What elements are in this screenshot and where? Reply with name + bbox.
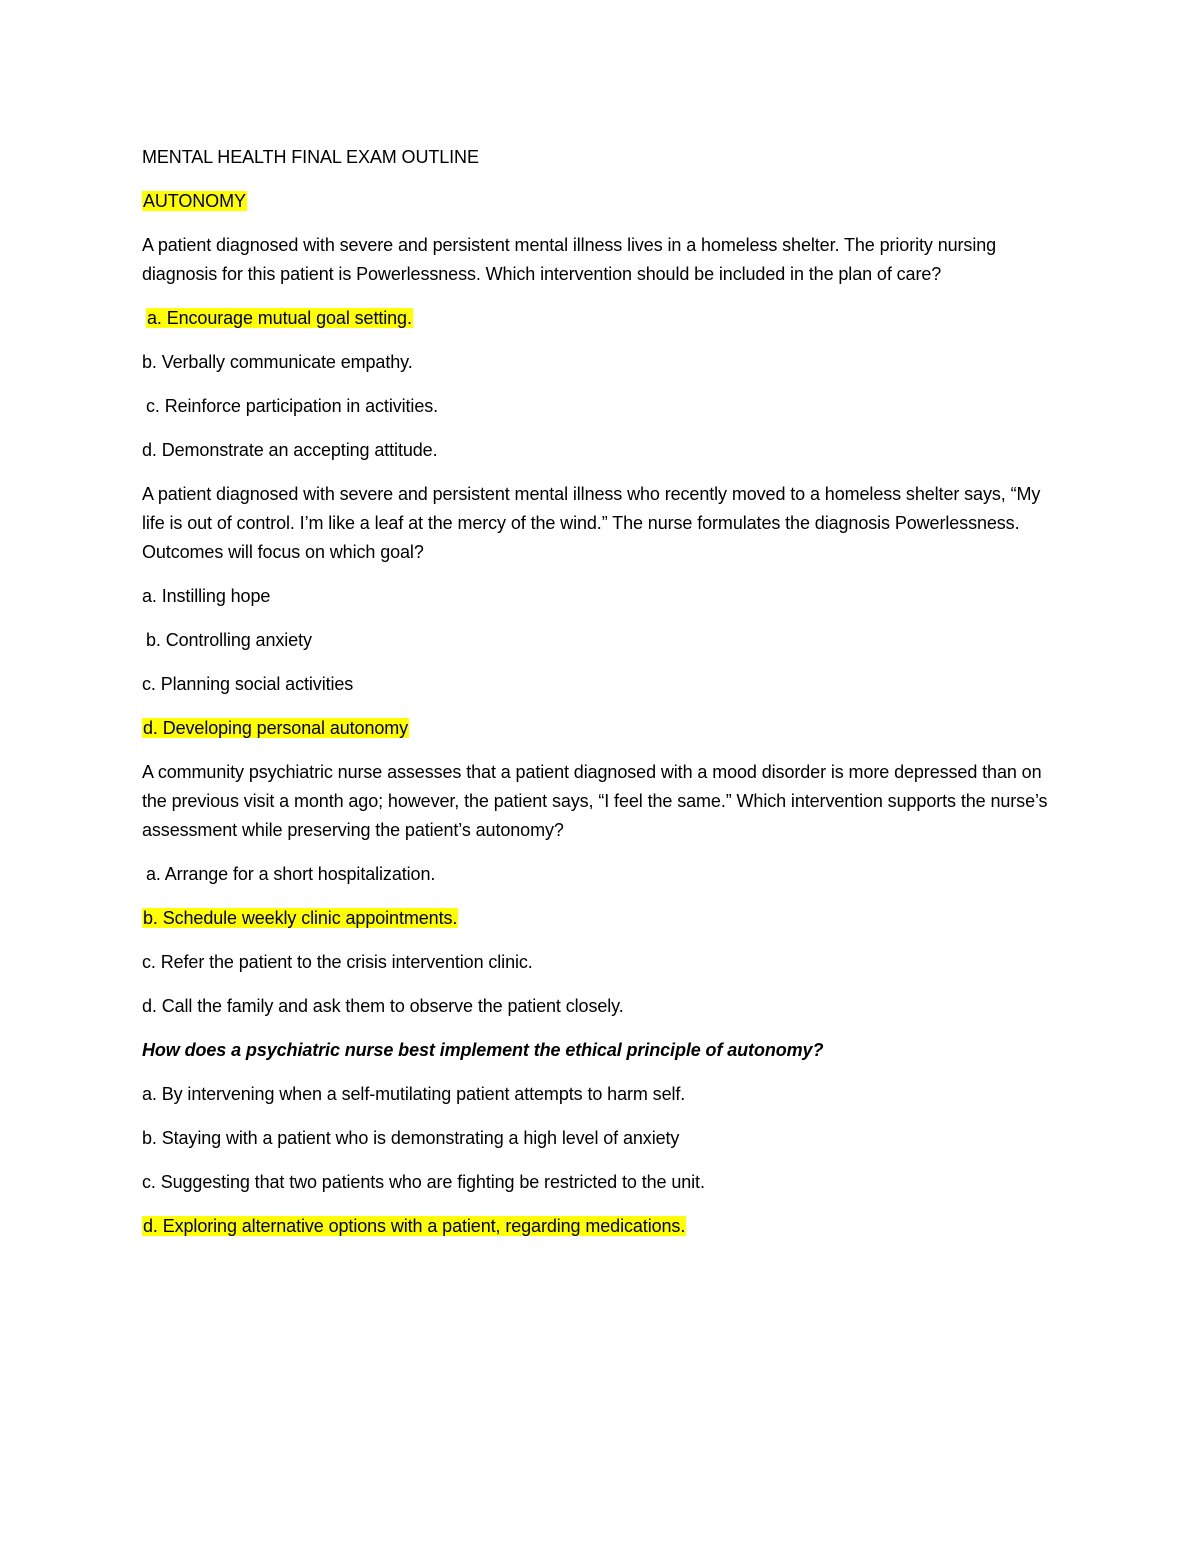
answer-option: d. Demonstrate an accepting attitude. <box>142 440 438 460</box>
question-stem: A community psychiatric nurse assesses that a patient diagnosed with a mood disorder is more depressed than on the previous visit a month ago; however, the patient says, “I feel the same.” Which intervention supports the nurse’s assessment while preserving the patient’s autonomy? <box>142 762 1048 840</box>
answer-option <box>142 714 1062 743</box>
question-stem: How does a psychiatric nurse best implement the ethical principle of autonomy? <box>142 1040 824 1060</box>
answer-option: a. Arrange for a short hospitalization. <box>146 864 436 884</box>
answer-option: c. Refer the patient to the crisis intervention clinic. <box>142 952 533 972</box>
correct-answer-highlight: a. Encourage mutual goal setting. <box>147 308 412 328</box>
correct-answer-highlight: d. Exploring alternative options with a patient, regarding medications. <box>143 1216 686 1236</box>
section-heading-text: AUTONOMY <box>143 191 246 211</box>
document-title: MENTAL HEALTH FINAL EXAM OUTLINE <box>142 147 479 167</box>
answer-option: c. Planning social activities <box>142 674 354 694</box>
answer-option: c. Suggesting that two patients who are fighting be restricted to the unit. <box>142 1172 705 1192</box>
answer-option <box>142 904 1062 933</box>
section-heading <box>142 187 1062 216</box>
answer-option: c. Reinforce participation in activities. <box>146 396 439 416</box>
answer-option: d. Call the family and ask them to observe the patient closely. <box>142 996 624 1016</box>
question-stem: A patient diagnosed with severe and persistent mental illness lives in a homeless shelter. The priority nursing diagnosis for this patient is Powerlessness. Which intervention should be included in the plan of care? <box>142 235 997 284</box>
correct-answer-highlight: b. Schedule weekly clinic appointments. <box>143 908 458 928</box>
answer-option: b. Staying with a patient who is demonstrating a high level of anxiety <box>142 1128 680 1148</box>
answer-option: b. Verbally communicate empathy. <box>142 352 413 372</box>
question-stem: A patient diagnosed with severe and persistent mental illness who recently moved to a homeless shelter says, “My life is out of control. I’m like a leaf at the mercy of the wind.” The nurse formulates the diagnosis Powerlessness. Outcomes will focus on which goal? <box>142 484 1041 562</box>
answer-option <box>142 1212 1062 1241</box>
correct-answer-highlight: d. Developing personal autonomy <box>143 718 409 738</box>
answer-option: a. Instilling hope <box>142 586 271 606</box>
document-content <box>142 143 1062 1256</box>
answer-option <box>142 304 1062 333</box>
answer-option: a. By intervening when a self-mutilating patient attempts to harm self. <box>142 1084 686 1104</box>
answer-option: b. Controlling anxiety <box>146 630 312 650</box>
